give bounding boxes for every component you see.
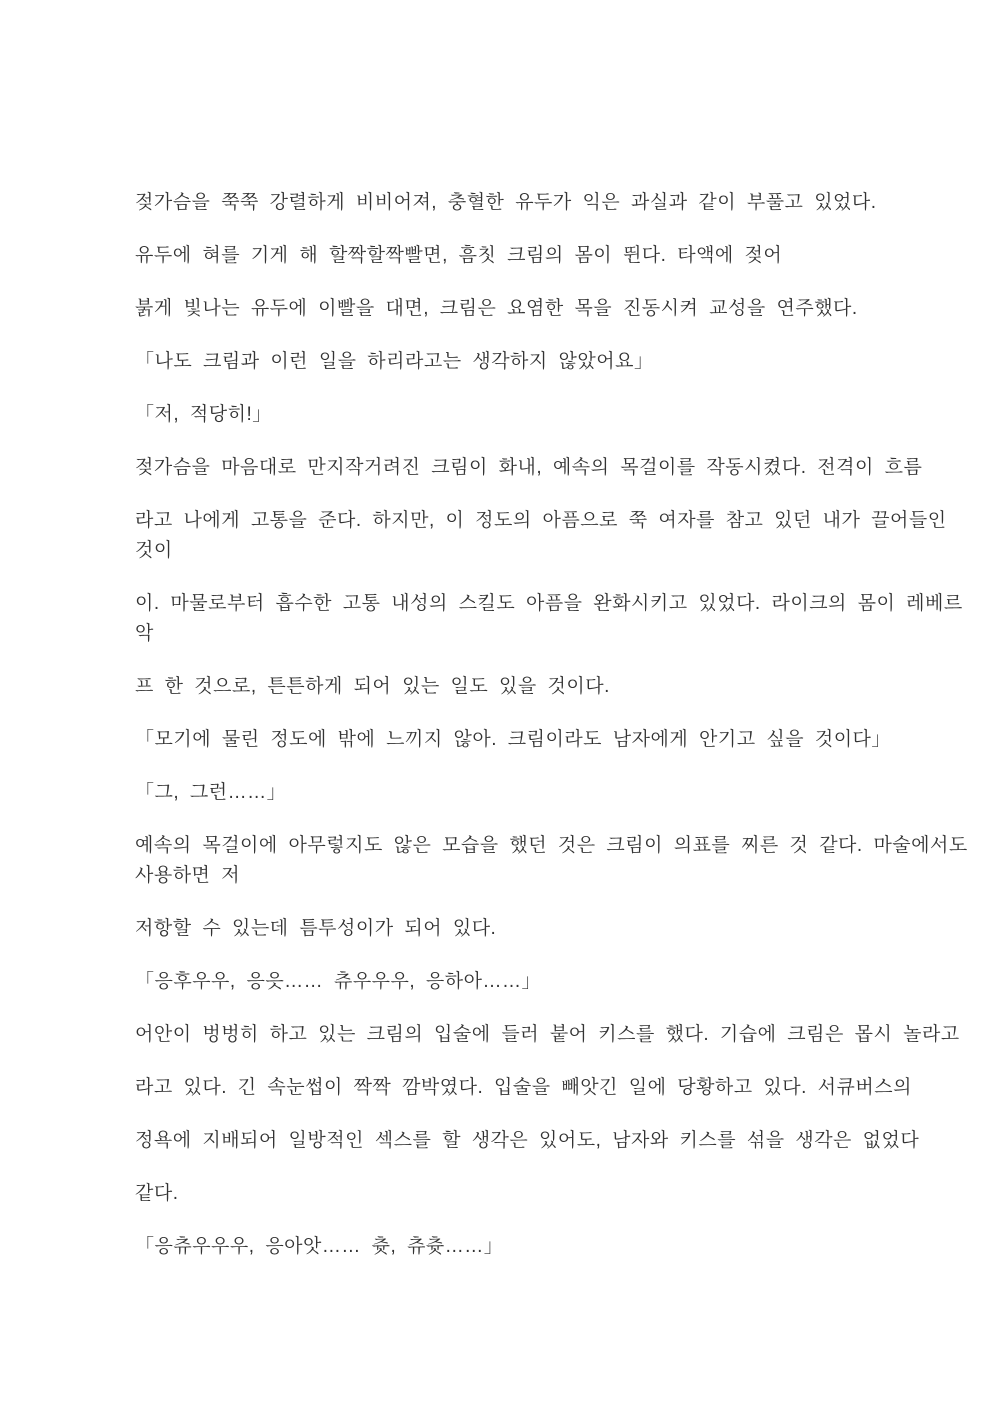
paragraph-line: 「저, 적당히!」 [135, 404, 272, 425]
paragraph [135, 506, 947, 566]
paragraph [135, 241, 877, 271]
paragraph-dialogue [135, 400, 877, 430]
paragraph [135, 589, 963, 649]
paragraph-line: 것이 [135, 540, 173, 561]
paragraph [135, 1073, 912, 1103]
text-content [135, 188, 968, 1285]
paragraph-line: 예속의 목걸이에 아무렇지도 않은 모습을 했던 것은 크림이 의표를 찌른 것 같다. 마술에서도 [135, 835, 968, 856]
paragraph-line: 사용하면 저 [135, 865, 241, 886]
paragraph-line: 「그, 그런……」 [135, 782, 287, 803]
paragraph-line: 「모기에 물린 정도에 밖에 느끼지 않아. 크림이라도 남자에게 안기고 싶을 것이다」 [135, 729, 891, 750]
paragraph-line: 붉게 빛나는 유두에 이빨을 대면, 크림은 요염한 목을 진동시켜 교성을 연주했다. [135, 298, 858, 319]
paragraph-line: 「응후우우, 응읏…… 츄우우우, 응하아……」 [135, 971, 541, 992]
paragraph-line: 유두에 혀를 기게 해 할짝할짝빨면, 흠칫 크림의 몸이 뛴다. 타액에 젖어 [135, 245, 783, 266]
paragraph [135, 1179, 877, 1209]
paragraph [135, 831, 968, 891]
paragraph-dialogue [135, 347, 877, 377]
paragraph-line: 악 [135, 623, 154, 644]
paragraph-line: 라고 있다. 긴 속눈썹이 짝짝 깜박였다. 입술을 빼앗긴 일에 당황하고 있다. 서큐버스의 [135, 1077, 912, 1098]
paragraph [135, 1126, 920, 1156]
paragraph-line: 프 한 것으로, 튼튼하게 되어 있는 일도 있을 것이다. [135, 676, 610, 697]
paragraph-dialogue [135, 725, 891, 755]
paragraph-dialogue [135, 778, 877, 808]
paragraph [135, 188, 877, 218]
paragraph-line: 젖가슴을 쭉쭉 강렬하게 비비어져, 충혈한 유두가 익은 과실과 같이 부풀고 있었다. [135, 192, 877, 213]
paragraph [135, 294, 877, 324]
paragraph [135, 914, 877, 944]
paragraph-line: 이. 마물로부터 흡수한 고통 내성의 스킬도 아픔을 완화시키고 있었다. 라이크의 몸이 레베르 [135, 593, 963, 614]
paragraph-line: 「나도 크림과 이런 일을 하리라고는 생각하지 않았어요」 [135, 351, 654, 372]
paragraph-line: 정욕에 지배되어 일방적인 섹스를 할 생각은 있어도, 남자와 키스를 섞을 생각은 없었다 [135, 1130, 920, 1151]
paragraph-dialogue [135, 967, 877, 997]
paragraph-line: 「응츄우우우, 응아앗…… 츗, 츄츗……」 [135, 1236, 504, 1257]
paragraph-line: 젖가슴을 마음대로 만지작거려진 크림이 화내, 예속의 목걸이를 작동시켰다. 전격이 흐름 [135, 457, 923, 478]
paragraph [135, 1020, 960, 1050]
paragraph [135, 453, 923, 483]
paragraph-line: 같다. [135, 1183, 179, 1204]
paragraph-line: 저항할 수 있는데 틈투성이가 되어 있다. [135, 918, 497, 939]
paragraph [135, 672, 877, 702]
paragraph-dialogue [135, 1232, 877, 1262]
paragraph-line: 라고 나에게 고통을 준다. 하지만, 이 정도의 아픔으로 쭉 여자를 참고 있던 내가 끌어들인 [135, 510, 947, 531]
paragraph-line: 어안이 벙벙히 하고 있는 크림의 입술에 들러 붙어 키스를 했다. 기습에 크림은 몹시 놀라고 [135, 1024, 960, 1045]
